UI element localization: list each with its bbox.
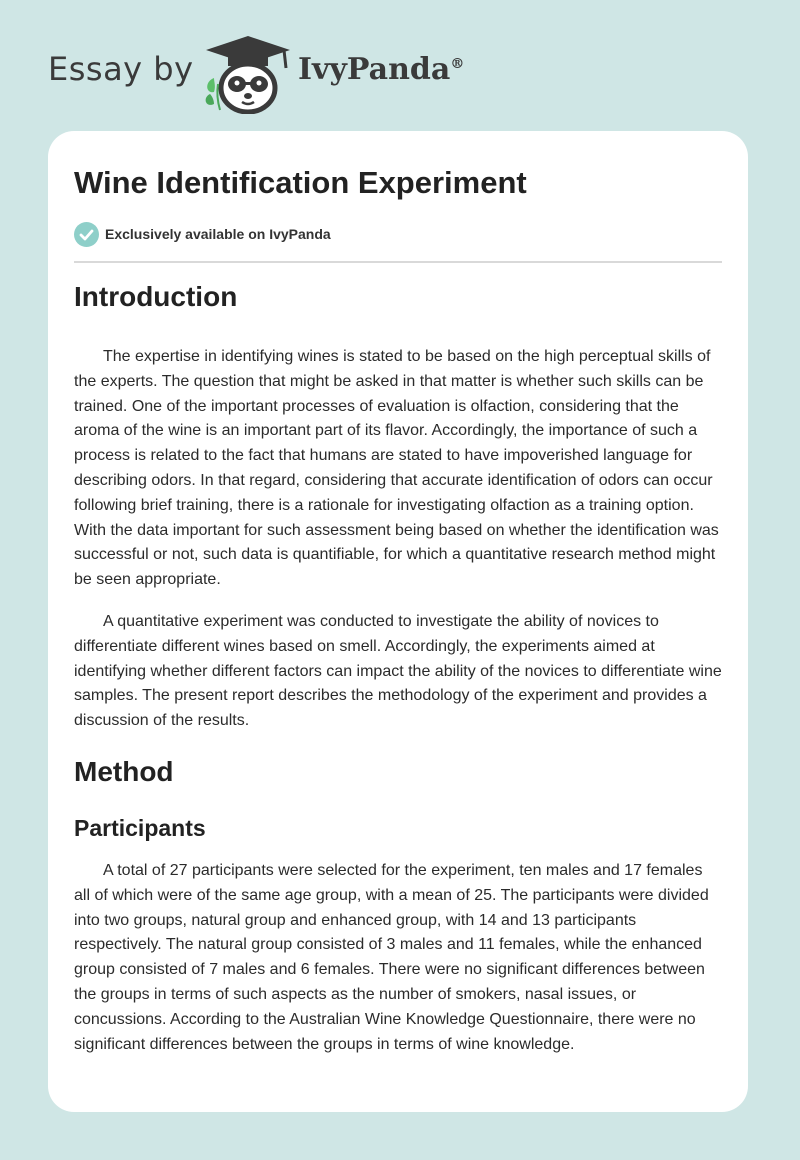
site-header (0, 0, 800, 120)
check-circle-icon (74, 222, 99, 247)
panda-graduate-logo-icon[interactable] (200, 34, 296, 114)
title-divider (74, 261, 722, 263)
participants-paragraph: A total of 27 participants were selected for the experiment, ten males and 17 females all of which were of the same age group, with a mean of 25. The participants were divided into two groups, natural group and enhanced group, with 14 and 13 participants respectively. The natural group consisted of 3 males and 11 females, while the enhanced group consisted of 7 males and 6 females. There were no significant differences between the groups in terms of such aspects as the number of smokers, nasal issues, or concussions. According to the Australian Wine Knowledge Questionnaire, there were no significant differences between the groups in terms of wine knowledge. (74, 861, 709, 1053)
exclusive-badge (74, 221, 331, 247)
essay-body (74, 281, 722, 1057)
brand-name[interactable] (298, 52, 464, 87)
page-title: Wine Identification Experiment (74, 165, 527, 200)
method-heading: Method (74, 755, 174, 787)
introduction-heading: Introduction (74, 281, 238, 312)
registered-mark: ® (450, 56, 465, 72)
introduction-paragraph-2: A quantitative experiment was conducted to investigate the ability of novices to differentiate different wines based on smell. Accordingly, the experiments aimed at identifying whether different factors can impact the ability of the novices to differentiate wine samples. The present report describes the methodology of the experiment and provides a discussion of the results. (74, 612, 722, 730)
essay-by-label: Essay by (48, 50, 194, 88)
essay-card (48, 131, 748, 1112)
introduction-paragraph-1: The expertise in identifying wines is stated to be based on the high perceptual skills of the experts. The question that might be asked in that matter is whether such skills can be trained. One of the important processes of evaluation is olfaction, considering that the aroma of the wine is an important part of its flavor. Accordingly, the importance of such a process is related to the fact that humans are stated to have impoverished language for describing odors. In that regard, considering that accurate identification of odors can occur following brief training, there is a rationale for investigating olfaction as a training option. With the data important for such assessment being based on whether the identification was successful or not, such data is quantifiable, for which a quantitative research method might be seen appropriate. (74, 348, 719, 589)
brand-label: IvyPanda (298, 52, 451, 87)
participants-heading: Participants (74, 814, 206, 841)
exclusive-badge-label: Exclusively available on IvyPanda (105, 226, 331, 242)
